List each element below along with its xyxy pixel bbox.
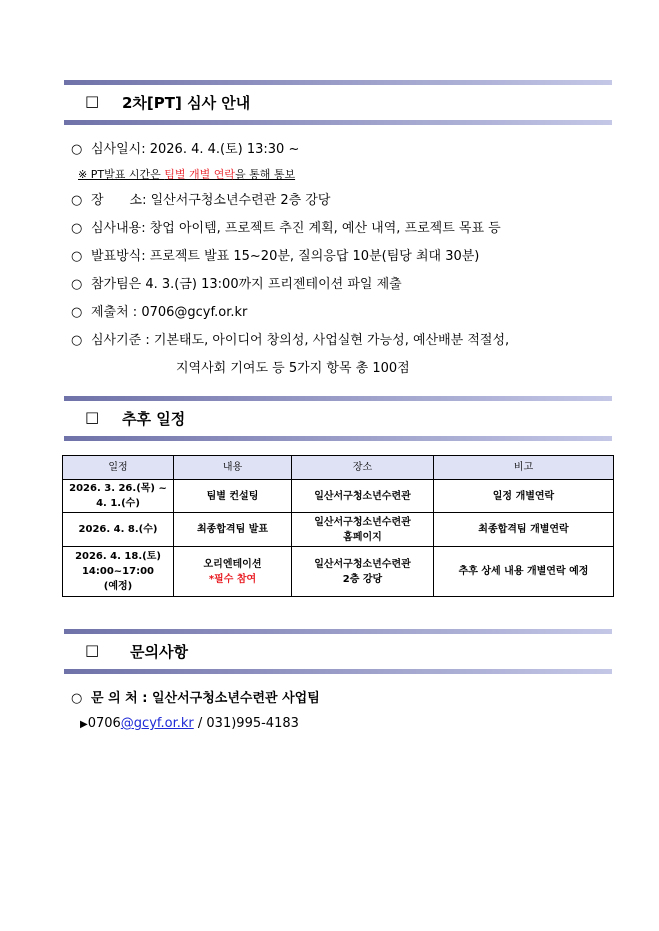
pt-criteria-line (71, 329, 509, 348)
table-row (63, 480, 614, 513)
cell-content: 팀별 컨설팅 (174, 480, 292, 513)
cell-place: 일산서구청소년수련관 (292, 480, 434, 513)
pt-deadline: 참가팀은 4. 3.(금) 13:00까지 프리젠테이션 파일 제출 (91, 277, 402, 292)
section-header-pt (64, 80, 612, 125)
column-header-place: 장소 (292, 456, 434, 480)
pt-date-line (71, 138, 299, 157)
cell-place: 일산서구청소년수련관 2층 강당 (292, 547, 434, 597)
schedule-table (62, 455, 614, 597)
section-bottom-rule (64, 669, 612, 674)
table-header-row (63, 456, 614, 480)
section-title: 2차[PT] 심사 안내 (122, 94, 251, 112)
column-header-date: 일정 (63, 456, 174, 480)
pt-submit: 제출처 : 0706@gcyf.or.kr (91, 305, 248, 320)
cell-content: 오리엔테이션 *필수 참여 (174, 547, 292, 597)
circle-bullet-icon: ○ (71, 277, 83, 292)
circle-bullet-icon: ○ (71, 691, 83, 706)
section-title: 문의사항 (130, 643, 188, 661)
table-row (63, 547, 614, 597)
email-prefix: 0706 (87, 716, 121, 731)
circle-bullet-icon: ○ (71, 305, 83, 320)
circle-bullet-icon: ○ (71, 221, 83, 236)
cell-note: 일정 개별연락 (434, 480, 614, 513)
pt-place-line (71, 189, 330, 208)
section-bottom-rule (64, 436, 612, 441)
pt-note-highlight: 팀별 개별 연락 (164, 168, 235, 181)
pt-criteria: 심사기준 : 기본태도, 아이디어 창의성, 사업실현 가능성, 예산배분 적절성, (91, 333, 510, 348)
section-title: 추후 일정 (122, 410, 186, 428)
cell-note: 최종합격팀 개별연락 (434, 513, 614, 547)
cell-date: 2026. 4. 18.(토) 14:00~17:00 (예정) (63, 547, 174, 597)
section-bottom-rule (64, 120, 612, 125)
section-header-inquiry (64, 629, 612, 674)
pt-note-suffix: 을 통해 통보 (234, 168, 296, 181)
pt-place: 장 소: 일산서구청소년수련관 2층 강당 (91, 193, 331, 208)
cell-content: 최종합격팀 발표 (174, 513, 292, 547)
circle-bullet-icon: ○ (71, 333, 83, 348)
required-note: *필수 참여 (208, 573, 257, 585)
pt-date: 심사일시: 2026. 4. 4.(토) 13:30 ~ (91, 142, 300, 157)
pt-note-line (78, 166, 295, 182)
column-header-content: 내용 (174, 456, 292, 480)
triangle-right-icon: ▶ (80, 719, 88, 730)
pt-criteria-line-2 (176, 357, 410, 376)
checkbox-square-icon: □ (85, 408, 100, 426)
pt-criteria-cont: 지역사회 기여도 등 5가지 항목 총 100점 (176, 361, 410, 376)
section-header-schedule (64, 396, 612, 441)
pt-content-line (71, 217, 501, 236)
circle-bullet-icon: ○ (71, 193, 83, 208)
cell-note: 추후 상세 내용 개별연락 예정 (434, 547, 614, 597)
cell-date: 2026. 4. 8.(수) (63, 513, 174, 547)
pt-note-prefix: ※ PT발표 시간은 (78, 168, 165, 181)
pt-method: 발표방식: 프로젝트 발표 15~20분, 질의응답 10분(팀당 최대 30분) (91, 249, 480, 264)
email-link[interactable]: @gcyf.or.kr (120, 716, 194, 731)
pt-deadline-line (71, 273, 402, 292)
cell-place: 일산서구청소년수련관 홈페이지 (292, 513, 434, 547)
pt-content: 심사내용: 창업 아이템, 프로젝트 추진 계획, 예산 내역, 프로젝트 목표 등 (91, 221, 501, 236)
contact-line (71, 687, 320, 706)
checkbox-square-icon: □ (85, 92, 100, 110)
pt-submit-line (71, 301, 247, 320)
checkbox-square-icon: □ (85, 641, 100, 659)
table-row (63, 513, 614, 547)
pt-method-line (71, 245, 479, 264)
circle-bullet-icon: ○ (71, 249, 83, 264)
contact-email-line (80, 716, 299, 731)
phone-number: / 031)995-4183 (193, 716, 299, 731)
cell-date: 2026. 3. 26.(목) ~ 4. 1.(수) (63, 480, 174, 513)
column-header-note: 비고 (434, 456, 614, 480)
circle-bullet-icon: ○ (71, 142, 83, 157)
contact-label: 문 의 처 : 일산서구청소년수련관 사업팀 (91, 691, 320, 706)
